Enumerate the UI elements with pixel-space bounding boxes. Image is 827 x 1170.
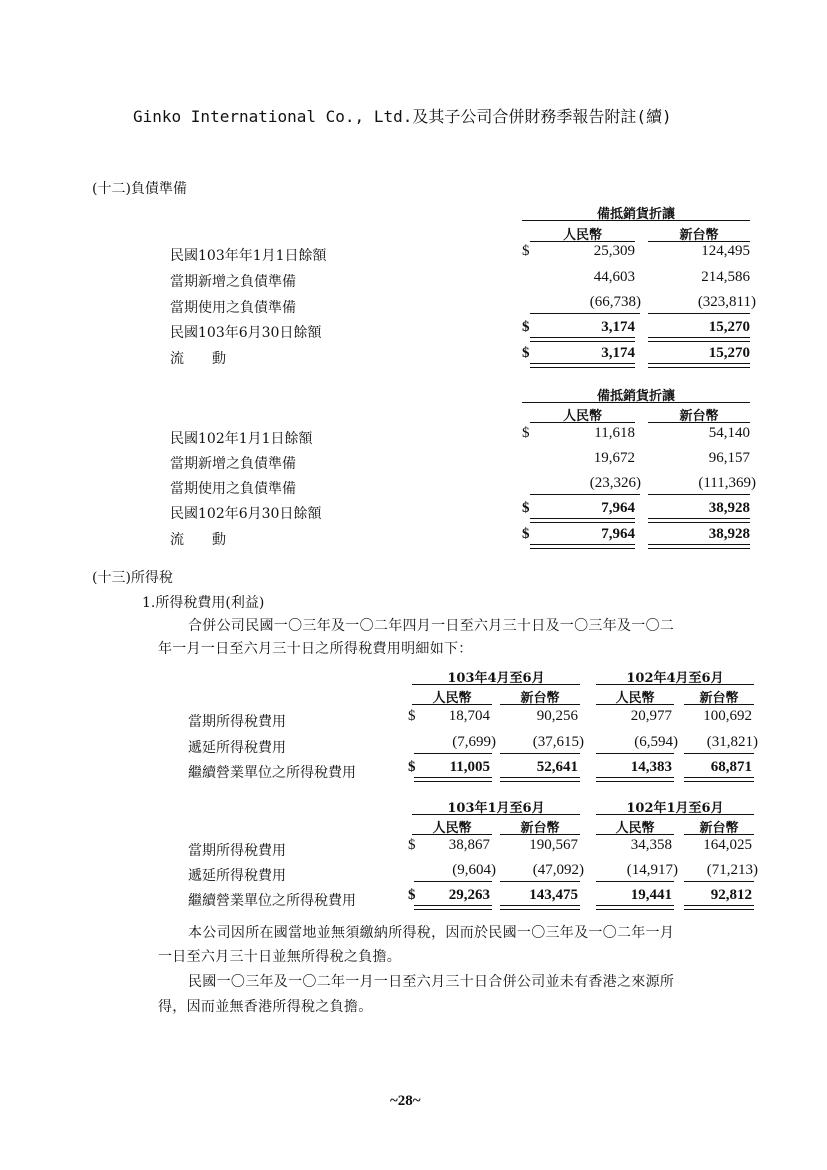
intro-line-1: 合併公司民國一〇三年及一〇二年四月一日至六月三十日及一〇三年及一〇二	[188, 618, 675, 634]
intro-line-2: 年一月一日至六月三十日之所得稅費用明細如下：	[158, 641, 473, 657]
t3-col1: 人民幣	[432, 691, 472, 706]
section-13-subtitle: 1.所得稅費用(利益)	[142, 595, 265, 611]
page-number: ~28~	[390, 1093, 421, 1109]
t1-col2-header: 新台幣	[679, 228, 719, 243]
t2-col2-header: 新台幣	[679, 409, 719, 424]
t4-group1: 103年1月至6月	[447, 801, 545, 816]
paragraph-1-line-2: 一日至六月三十日並無所得稅之負擔。	[158, 949, 402, 965]
t3-group1: 103年4月至6月	[447, 671, 545, 686]
paragraph-1-line-1: 本公司因所在國當地並無須繳納所得稅，因而於民國一〇三年及一〇二年一月	[188, 925, 675, 941]
section-12-title: (十二)負債準備	[92, 181, 187, 197]
t3-col4: 新台幣	[699, 691, 739, 706]
t2-col1-header: 人民幣	[562, 409, 602, 424]
t4-col1: 人民幣	[432, 821, 472, 836]
t3-col3: 人民幣	[615, 691, 655, 706]
t4-col2: 新台幣	[520, 821, 560, 836]
t1-group-header: 備抵銷貨折讓	[596, 207, 675, 222]
t4-group2: 102年1月至6月	[626, 801, 724, 816]
t4-col4: 新台幣	[699, 821, 739, 836]
t3-group2: 102年4月至6月	[626, 671, 724, 686]
paragraph-2-line-1: 民國一〇三年及一〇二年一月一日至六月三十日合併公司並未有香港之來源所	[188, 974, 675, 990]
t4-col3: 人民幣	[615, 821, 655, 836]
page-header: Ginko International Co., Ltd.及其子公司合併財務季報告附註(續)	[133, 107, 672, 126]
section-13-title: (十三)所得稅	[92, 570, 173, 586]
paragraph-2-line-2: 得，因而並無香港所得稅之負擔。	[158, 999, 373, 1015]
t2-group-header: 備抵銷貨折讓	[596, 389, 675, 404]
t1-col1-header: 人民幣	[562, 228, 602, 243]
t3-col2: 新台幣	[520, 691, 560, 706]
